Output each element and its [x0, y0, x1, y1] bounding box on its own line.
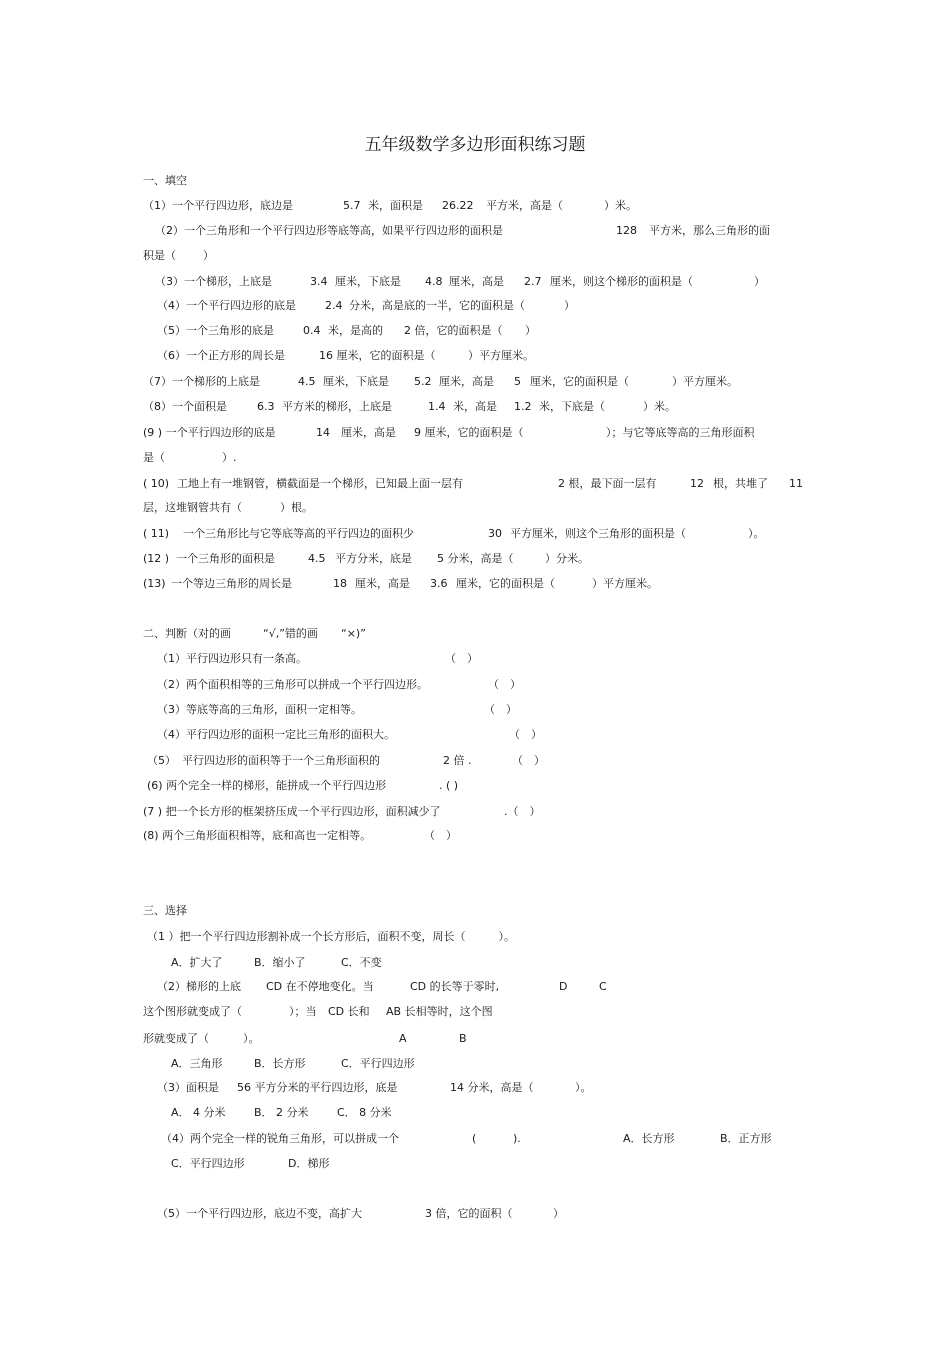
section-3-heading: 三、选择	[143, 904, 187, 917]
section-1-heading: 一、填空	[143, 174, 187, 187]
page-title: 五年级数学多边形面积练习题	[364, 135, 586, 155]
choice-1: （1 ）把一个平行四边形割补成一个长方形后，面积不变，周长（ ）。	[147, 930, 515, 943]
